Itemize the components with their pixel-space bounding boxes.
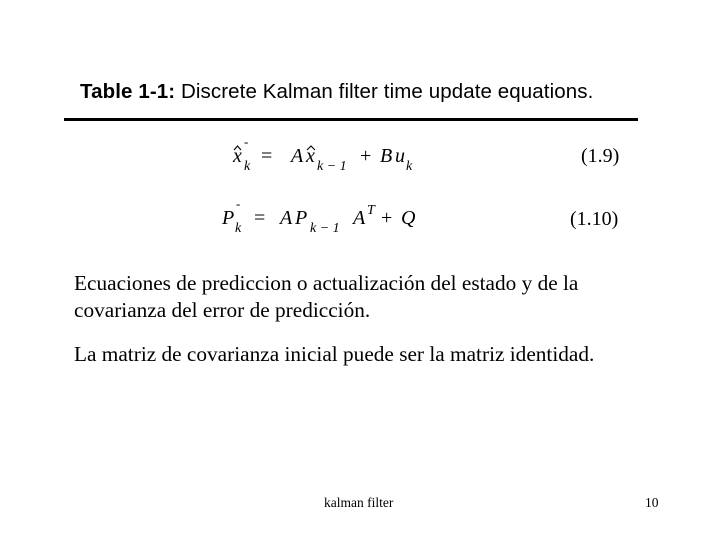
eq2-t1-coef: A bbox=[280, 207, 293, 229]
eq2-t1-tail-sup: T bbox=[367, 203, 375, 218]
eq2-plus: + bbox=[381, 207, 393, 229]
eq1-equals: = bbox=[261, 145, 273, 167]
eq2-lhs-sup: - bbox=[236, 196, 241, 211]
equation-number-1-10: (1.10) bbox=[570, 208, 619, 230]
paragraph-line: covarianza del error de predicción. bbox=[74, 298, 371, 322]
equation-1-9 bbox=[225, 134, 435, 182]
paragraph-line: La matriz de covarianza inicial puede ser la matriz identidad. bbox=[74, 342, 595, 366]
eq2-t2-var: Q bbox=[401, 207, 416, 229]
page-number: 10 bbox=[645, 495, 659, 510]
table-caption bbox=[80, 80, 593, 104]
caption-rule bbox=[64, 118, 638, 121]
paragraph-line: Ecuaciones de prediccion o actualización del estado y de la bbox=[74, 271, 579, 295]
eq1-lhs-sup: - bbox=[244, 134, 249, 149]
paragraph-prediction bbox=[74, 270, 578, 324]
eq2-lhs-main: P bbox=[222, 207, 235, 229]
eq1-lhs-main: x bbox=[233, 145, 242, 167]
eq2-t1-var: P bbox=[295, 207, 308, 229]
eq1-lhs-sub: k bbox=[244, 159, 251, 174]
eq1-plus: + bbox=[360, 145, 372, 167]
eq1-t1-sub: k − 1 bbox=[317, 159, 347, 174]
eq1-t1-coef: A bbox=[291, 145, 304, 167]
table-caption-text: Discrete Kalman filter time update equations. bbox=[180, 80, 594, 103]
footer-title: kalman filter bbox=[324, 495, 394, 510]
eq2-t1-tail: A bbox=[353, 207, 366, 229]
eq2-equals: = bbox=[254, 207, 266, 229]
equation-1-10 bbox=[218, 196, 438, 244]
eq2-t1-sub: k − 1 bbox=[310, 221, 340, 236]
eq1-t2-sub: k bbox=[406, 159, 413, 174]
table-caption-label: Table 1-1: bbox=[80, 80, 176, 103]
equation-number-1-9: (1.9) bbox=[581, 145, 620, 167]
eq2-lhs-sub: k bbox=[235, 221, 242, 236]
eq1-t2-var: u bbox=[395, 145, 405, 167]
paragraph-covariance bbox=[74, 341, 594, 368]
eq1-t2-coef: B bbox=[380, 145, 393, 167]
eq1-t1-var: x bbox=[306, 145, 315, 167]
